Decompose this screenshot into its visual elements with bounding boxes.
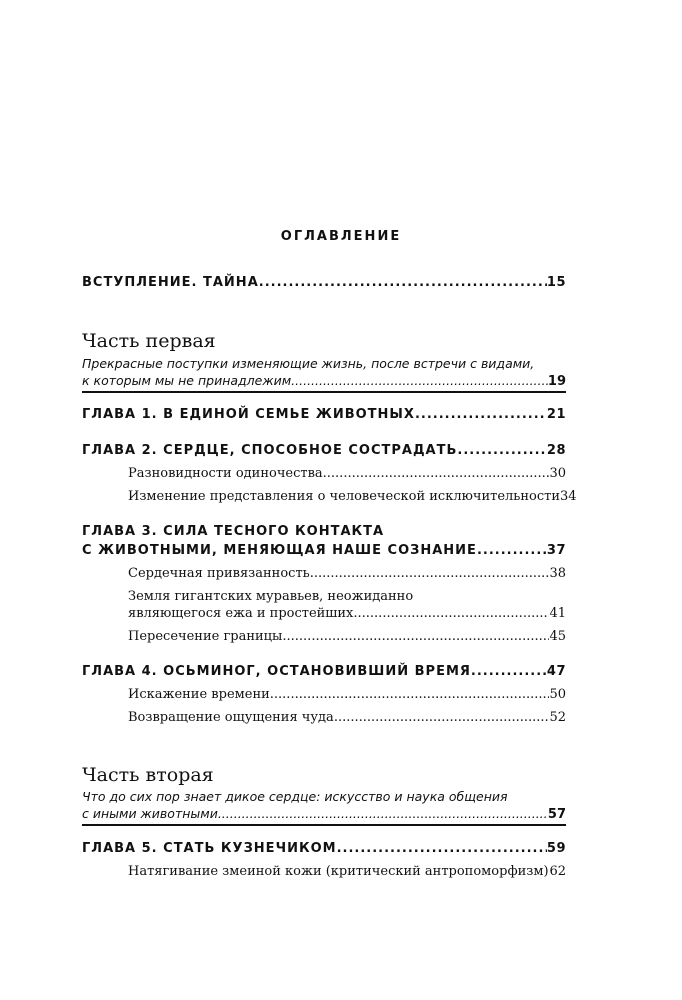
section-page: 34 xyxy=(560,489,577,504)
toc-section[interactable] xyxy=(128,629,566,644)
entry-title: ВСТУПЛЕНИЕ. ТАЙНА xyxy=(82,275,259,290)
section-page: 62 xyxy=(549,864,566,879)
entry-page: 15 xyxy=(546,275,566,290)
leader-dots xyxy=(291,373,548,388)
section-page: 41 xyxy=(549,606,566,621)
leader-dots xyxy=(282,629,549,644)
part-2-subtitle-line1: Что до сих пор знает дикое сердце: искусство и наука общения xyxy=(82,789,508,804)
toc-entry-intro[interactable] xyxy=(82,275,566,290)
entry-page: 59 xyxy=(546,841,566,856)
entry-page: 57 xyxy=(547,807,566,822)
entry-page: 47 xyxy=(546,664,566,679)
toc-section[interactable] xyxy=(128,466,566,481)
part-1-title: Часть первая xyxy=(82,330,216,352)
section-title: являющегося ежа и простейших xyxy=(128,606,354,621)
entry-page: 28 xyxy=(546,443,566,458)
toc-section[interactable] xyxy=(128,606,566,621)
toc-entry-chapter-1[interactable] xyxy=(82,407,566,422)
entry-title: ГЛАВА 2. СЕРДЦЕ, СПОСОБНОЕ СОСТРАДАТЬ xyxy=(82,443,458,458)
part-1-subtitle-line1: Прекрасные поступки изменяющие жизнь, после встречи с видами, xyxy=(82,356,535,371)
toc-section[interactable] xyxy=(128,687,566,702)
section-page: 50 xyxy=(549,687,566,702)
leader-dots xyxy=(310,566,550,581)
leader-dots xyxy=(334,710,550,725)
leader-dots xyxy=(415,407,547,422)
section-title: Сердечная привязанность xyxy=(128,566,310,581)
part-2-rule xyxy=(82,824,566,826)
section-title: Искажение времени xyxy=(128,687,270,702)
entry-title: ГЛАВА 5. СТАТЬ КУЗНЕЧИКОМ xyxy=(82,841,337,856)
toc-heading: ОГЛАВЛЕНИЕ xyxy=(280,229,402,244)
toc-section[interactable] xyxy=(128,489,577,504)
toc-entry-chapter-4[interactable] xyxy=(82,664,566,679)
entry-title: с иными животными xyxy=(82,806,218,821)
toc-section[interactable] xyxy=(128,710,566,725)
leader-dots xyxy=(218,806,548,821)
entry-title: С ЖИВОТНЫМИ, МЕНЯЮЩАЯ НАШЕ СОЗНАНИЕ xyxy=(82,543,477,558)
leader-dots xyxy=(270,687,550,702)
entry-title: к которым мы не принадлежим xyxy=(82,373,292,388)
toc-entry-part-1[interactable] xyxy=(82,373,566,389)
toc-entry-chapter-2[interactable] xyxy=(82,443,566,458)
leader-dots xyxy=(457,443,547,458)
toc-entry-chapter-5[interactable] xyxy=(82,841,566,856)
entry-page: 37 xyxy=(546,543,566,558)
entry-title: ГЛАВА 1. В ЕДИНОЙ СЕМЬЕ ЖИВОТНЫХ xyxy=(82,407,415,422)
leader-dots xyxy=(353,606,549,621)
section-title: Возвращение ощущения чуда xyxy=(128,710,334,725)
part-1-rule xyxy=(82,391,566,393)
entry-title: ГЛАВА 4. ОСЬМИНОГ, ОСТАНОВИВШИЙ ВРЕМЯ xyxy=(82,664,471,679)
section-page: 52 xyxy=(549,710,566,725)
toc-entry-chapter-3[interactable] xyxy=(82,543,566,558)
section-page: 45 xyxy=(549,629,566,644)
part-2-title: Часть вторая xyxy=(82,764,214,786)
leader-dots xyxy=(337,841,547,856)
section-title-line1: Земля гигантских муравьев, неожиданно xyxy=(128,589,414,604)
chapter-3-title-line1: ГЛАВА 3. СИЛА ТЕСНОГО КОНТАКТА xyxy=(82,524,385,539)
section-title: Разновидности одиночества xyxy=(128,466,323,481)
toc-section[interactable] xyxy=(128,864,566,879)
section-title: Пересечение границы xyxy=(128,629,283,644)
leader-dots xyxy=(259,275,547,290)
section-title: Натягивание змеиной кожи (критический антропоморфизм) xyxy=(128,864,549,879)
leader-dots xyxy=(323,466,550,481)
entry-page: 21 xyxy=(546,407,566,422)
entry-page: 19 xyxy=(547,374,566,389)
toc-entry-part-2[interactable] xyxy=(82,806,566,822)
leader-dots xyxy=(477,543,547,558)
section-page: 38 xyxy=(549,566,566,581)
section-title: Изменение представления о человеческой исключительности xyxy=(128,489,561,504)
leader-dots xyxy=(471,664,547,679)
toc-section[interactable] xyxy=(128,566,566,581)
section-page: 30 xyxy=(549,466,566,481)
